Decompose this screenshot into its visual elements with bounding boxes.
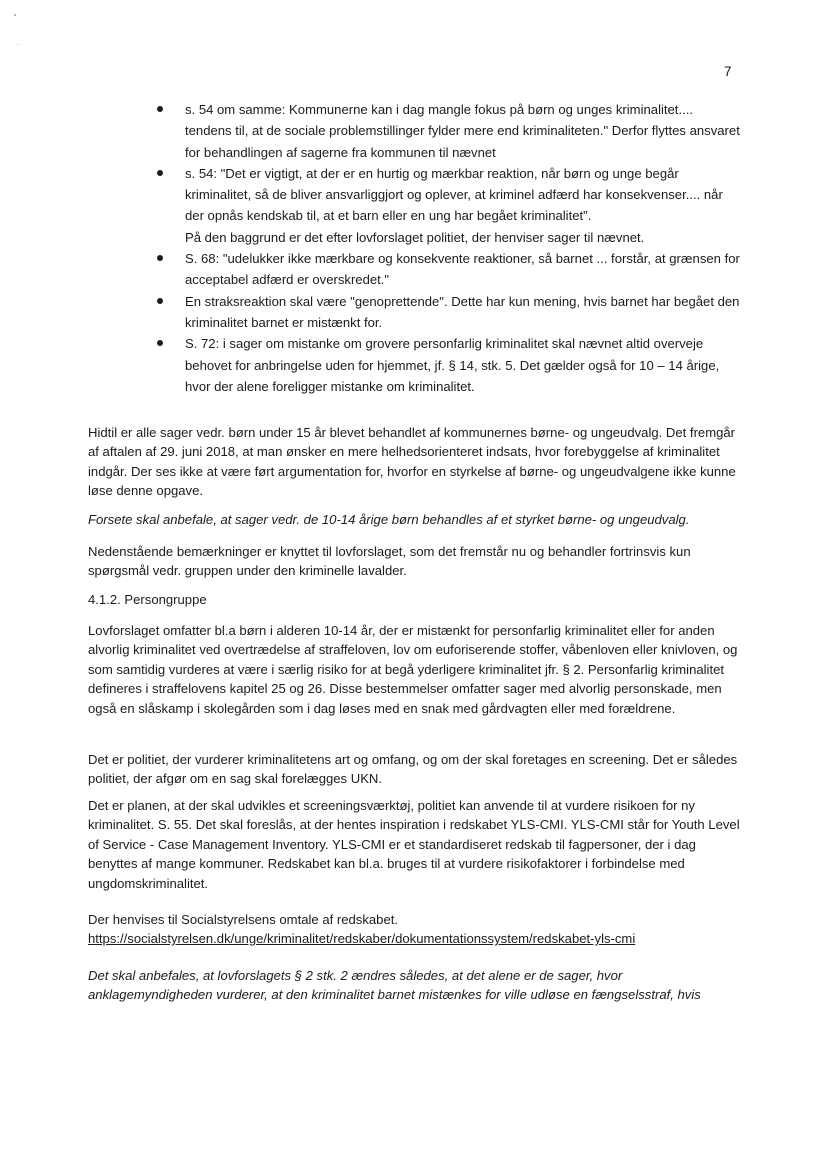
paragraph: Nedenstående bemærkninger er knyttet til lovforslaget, som det fremstår nu og behandler fortrinsvis kun spørgsmål vedr. gruppen under den kriminelle lavalder. (88, 544, 691, 579)
paragraph: Der henvises til Socialstyrelsens omtale af redskabet. (88, 912, 399, 927)
socialstyrelsen-link[interactable]: https://socialstyrelsen.dk/unge/kriminalitet/redskaber/dokumentationssystem/redskabet-yls-cmi (88, 931, 636, 946)
paragraph: Lovforslaget omfatter bl.a børn i alderen 10-14 år, der er mistænkt for personfarlig kriminalitet eller for anden alvorlig kriminalitet ved overtrædelse af straffeloven, lov om euforiserende stoffer, våbenloven eller knivloven, og som samtidig vurderes at være i særlig risiko for at begå yderligere kriminalitet jfr. § 2. Personfarlig kriminalitet defineres i straffelovens kapitel 25 og 26. Disse bestemmelser omfatter sager med alvorlig personskade, men også en slåskamp i skolegården som i dag løses med en snak med gårdvagten eller med forældrene. (88, 623, 738, 716)
bullet-text-continuation: På den baggrund er det efter lovforslaget politiet, der henviser sager til nævnet. (185, 229, 645, 245)
bullet-item (155, 163, 740, 248)
bullet-item (155, 248, 740, 291)
paragraph: Det er planen, at der skal udvikles et screeningsværktøj, politiet kan anvende til at vurdere risikoen for ny kriminalitet. S. 55. Det skal foreslås, at der hentes inspiration i redskabet YLS-CMI. YLS-CMI står for Youth Level of Service - Case Management Inventory. YLS-CMI er et standardiseret redskab til fagpersoner, der i dag benyttes af mange kommuner. Redskabet kan bl.a. bruges til at vurdere risikofaktorer i forbindelse med ungdomskriminalitet. (88, 798, 740, 891)
bullet-text: s. 54 om samme: Kommunerne kan i dag mangle fokus på børn og unges kriminalitet.... tendens til, at de sociale problemstillinger fylder mere end kriminaliteten." Derfor flyttes ansvaret for behandlingen af sagerne fra kommunen til nævnet (185, 102, 740, 160)
bullet-item (155, 99, 740, 163)
bullet-text: S. 72: i sager om mistanke om grovere personfarlig kriminalitet skal nævnet altid overveje behovet for anbringelse uden for hjemmet, jf. § 14, stk. 5. Det gælder også for 10 – 14 årige, hvor der alene foreligger mistanke om kriminalitet. (185, 336, 720, 394)
bullet-text: S. 68: "udelukker ikke mærkbare og konsekvente reaktioner, så barnet ... forstår, at grænsen for acceptabel adfærd er overskredet." (185, 251, 740, 288)
scan-speck (17, 44, 18, 45)
scan-speck (14, 14, 16, 16)
bullet-list (155, 99, 740, 397)
recommendation-paragraph: Det skal anbefales, at lovforslagets § 2 stk. 2 ændres således, at det alene er de sager, hvor anklagemyndigheden vurderer, at den kriminalitet barnet mistænkes for ville udløse en fængselsstraf, hvis (88, 968, 701, 1003)
paragraph: Hidtil er alle sager vedr. børn under 15 år blevet behandlet af kommunernes børne- og ungeudvalg. Det fremgår af aftalen af 29. juni 2018, at man ønsker en mere helhedsorienteret indsats, hvor forebyggelse af kriminalitet indgår. Der ses ikke at være ført argumentation for, hvorfor en styrkelse af børne- og ungeudvalgene ikke kunne løse denne opgave. (88, 425, 736, 499)
bullet-item (155, 291, 740, 334)
page-number: 7 (724, 64, 732, 79)
bullet-text: En straksreaktion skal være "genoprettende". Dette har kun mening, hvis barnet har begået den kriminalitet barnet er mistænkt for. (185, 293, 740, 330)
recommendation-paragraph: Forsete skal anbefale, at sager vedr. de 10-14 årige børn behandles af et styrket børne- og ungeudvalg. (88, 512, 690, 527)
section-heading: 4.1.2. Persongruppe (88, 592, 207, 607)
bullet-item (155, 333, 740, 397)
bullet-text: s. 54: "Det er vigtigt, at der er en hurtig og mærkbar reaktion, når børn og unge begår kriminalitet, så de bliver ansvarliggjort og oplever, at kriminel adfærd har konsekvenser.... når der opnås kendskab til, at et barn eller en ung har begået kriminalitet". (185, 165, 723, 224)
paragraph: Det er politiet, der vurderer kriminalitetens art og omfang, og om der skal foretages en screening. Det er således politiet, der afgør om en sag skal forelægges UKN. (88, 752, 738, 787)
